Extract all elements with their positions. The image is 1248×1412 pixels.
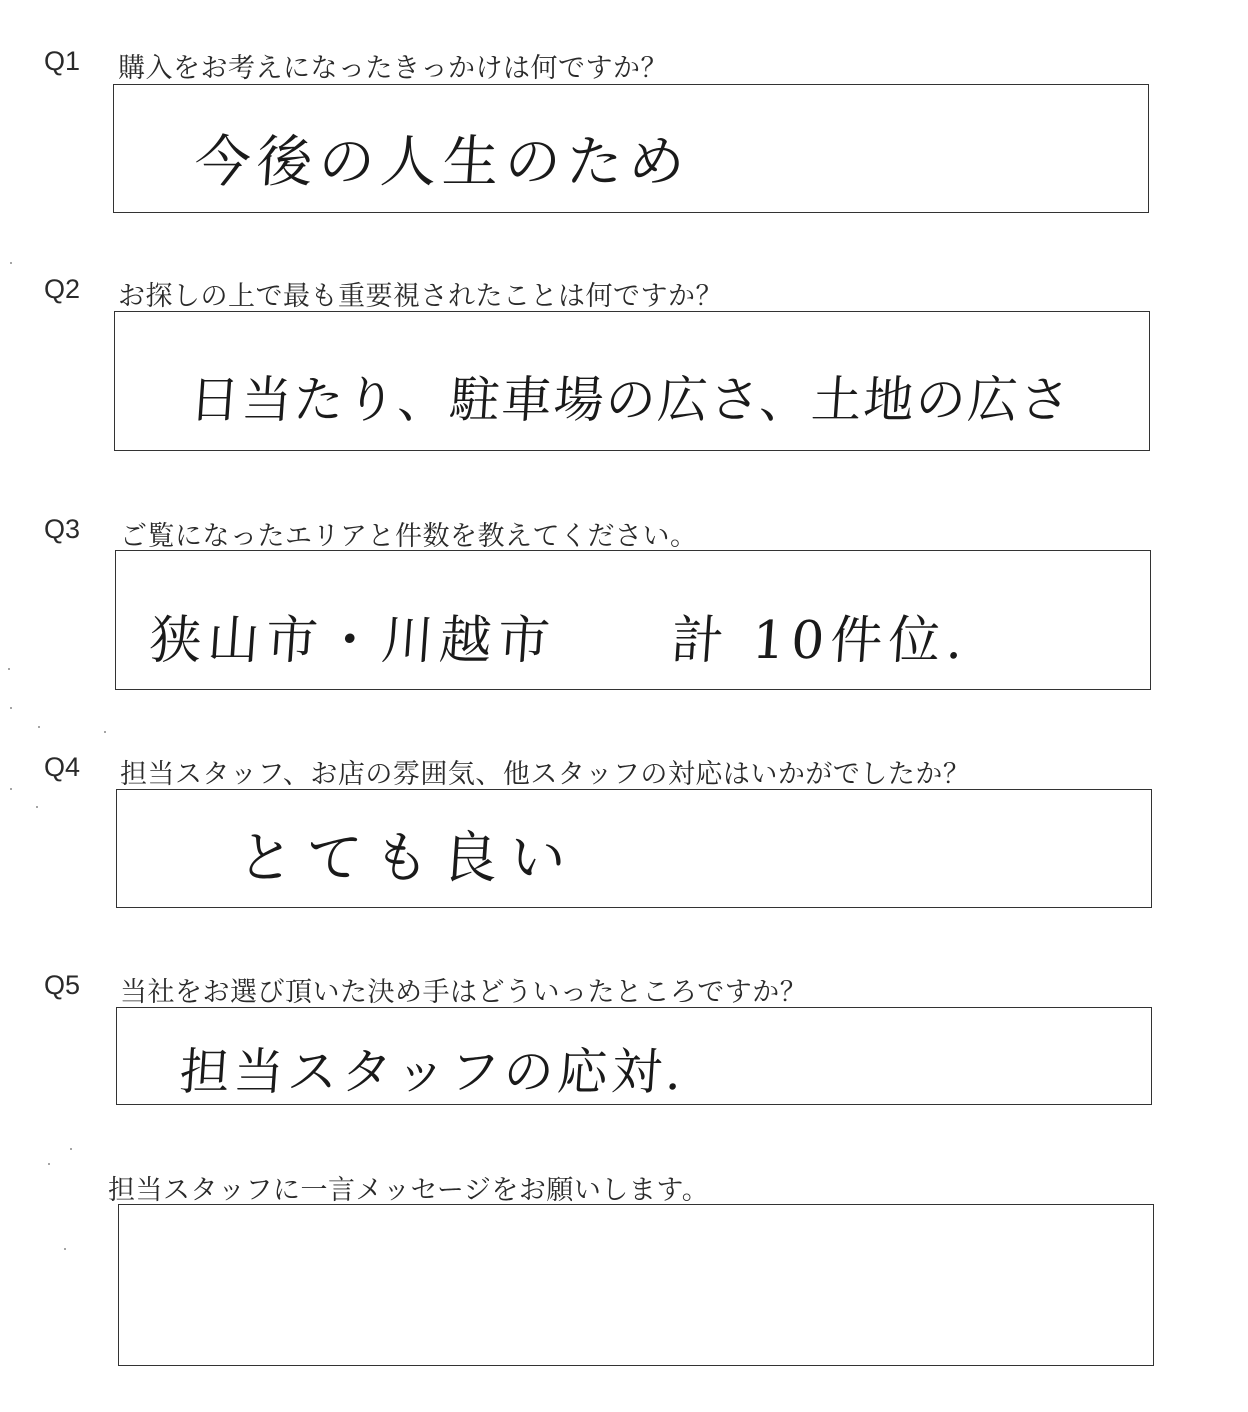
message-answer-box — [118, 1204, 1154, 1366]
q1-answer: 今後の人生のため — [192, 130, 693, 195]
q2-answer: 日当たり、駐車場の広さ、土地の広さ — [187, 371, 1074, 429]
scan-speck — [10, 707, 12, 709]
q3-number: Q3 — [44, 514, 81, 544]
q4-number: Q4 — [44, 752, 81, 782]
scan-speck — [70, 1148, 72, 1150]
q2-question: お探しの上で最も重要視されたことは何ですか？ — [118, 281, 723, 312]
scan-speck — [64, 1248, 66, 1250]
q5-answer: 担当スタッフの応対. — [177, 1043, 688, 1101]
scan-speck — [104, 731, 106, 733]
q2-number: Q2 — [44, 274, 81, 304]
q3-question: ご覧になったエリアと件数を教えてください。 — [120, 521, 698, 552]
scan-speck — [10, 262, 12, 264]
q4-question: 担当スタッフ、お店の雰囲気、他スタッフの対応はいかがでしたか？ — [120, 759, 971, 790]
q1-number: Q1 — [44, 46, 81, 76]
q5-question: 当社をお選び頂いた決め手はどういったところですか？ — [120, 977, 808, 1008]
q3-answer: 狭山市・川越市 計 10件位. — [147, 611, 971, 671]
scan-speck — [10, 788, 12, 790]
scan-speck — [48, 1163, 50, 1165]
q1-question: 購入をお考えになったきっかけは何ですか？ — [118, 53, 668, 84]
message-question: 担当スタッフに一言メッセージをお願いします。 — [108, 1175, 710, 1206]
scan-speck — [8, 668, 10, 670]
q5-number: Q5 — [44, 970, 81, 1000]
q4-answer: とても良い — [235, 826, 580, 891]
scan-speck — [38, 726, 40, 728]
scan-speck — [36, 806, 38, 808]
